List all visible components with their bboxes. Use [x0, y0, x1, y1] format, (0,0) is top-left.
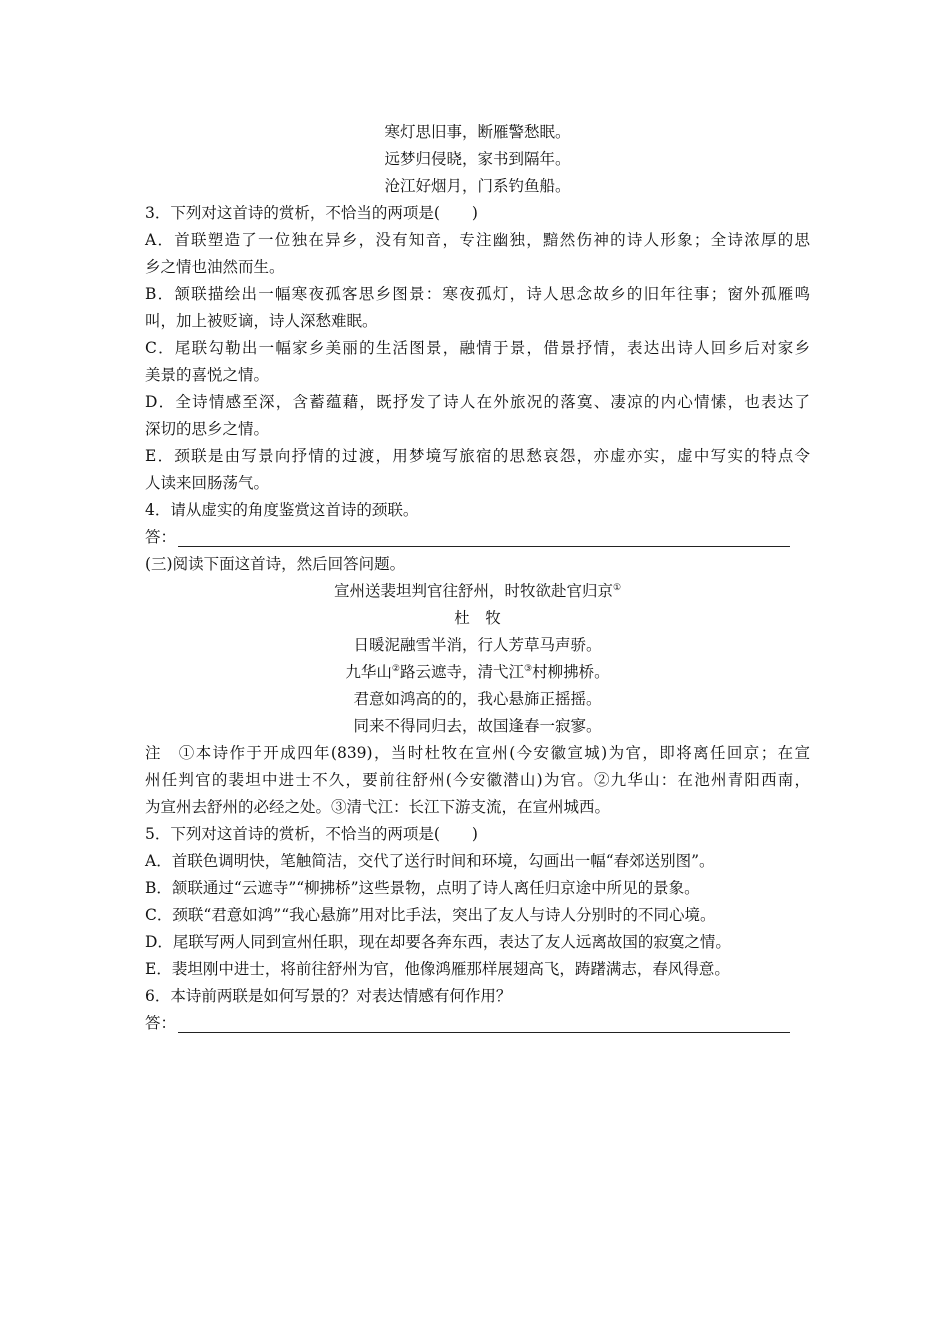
footnote-mark: ③: [524, 664, 533, 674]
q5-option-c: C．颈联“君意如鸿”“我心悬旆”用对比手法，突出了友人与诗人分别时的不同心境。: [145, 906, 716, 924]
q4-answer-line[interactable]: [145, 524, 810, 551]
poem-title: 宣州送裴坦判官往舒州，时牧欲赴官归京①: [333, 582, 622, 600]
poem-line: 同来不得同归去，故国逢春一寂寥。: [353, 717, 602, 735]
answer-blank[interactable]: [178, 526, 790, 547]
q3-option-e-cont: 人读来回肠荡气。: [145, 474, 270, 492]
section-3-heading: (三)阅读下面这首诗，然后回答问题。: [145, 555, 406, 573]
question-3-stem: 3．下列对这首诗的赏析，不恰当的两项是( ): [145, 204, 478, 222]
q5-option-e: E．裴坦刚中进士，将前往舒州为官，他像鸿雁那样展翅高飞，踌躇满志，春风得意。: [145, 960, 730, 978]
note-line: 为宣州去舒州的必经之处。③清弋江：长江下游支流，在宣州城西。: [145, 798, 611, 816]
q5-option-b: B．颔联通过“云遮寺”“柳拂桥”这些景物，点明了诗人离任归京途中所见的景象。: [145, 879, 700, 897]
q6-answer-line[interactable]: [145, 1010, 810, 1037]
note-line: 州任判官的裴坦中进士不久，要前往舒州(今安徽潜山)为官。②九华山：在池州青阳西南，: [145, 771, 810, 789]
answer-blank[interactable]: [178, 1012, 790, 1033]
footnote-mark: ②: [391, 664, 400, 674]
poem-line: 远梦归侵晓，家书到隔年。: [384, 150, 571, 168]
q3-option-c-cont: 美景的喜悦之情。: [145, 366, 270, 384]
note-line: 注 ①本诗作于开成四年(839)，当时杜牧在宣州(今安徽宣城)为官，即将离任回京；在宣: [145, 744, 810, 762]
question-5-stem: 5．下列对这首诗的赏析，不恰当的两项是( ): [145, 825, 478, 843]
q3-option-a-cont: 乡之情也油然而生。: [145, 258, 285, 276]
poem-line: 日暖泥融雪半消，行人芳草马声骄。: [353, 636, 602, 654]
poem-line: 九华山②路云遮寺，清弋江③村柳拂桥。: [345, 663, 610, 681]
q3-option-b-cont: 叫，加上被贬谪，诗人深愁难眠。: [145, 312, 378, 330]
poem-line: 君意如鸿高的的，我心悬旆正摇摇。: [353, 690, 602, 708]
answer-label: 答：: [145, 528, 177, 546]
question-6-stem: 6．本诗前两联是如何写景的？对表达情感有何作用？: [145, 987, 512, 1005]
poem-author: 杜 牧: [454, 609, 501, 627]
footnote-mark: ①: [612, 583, 622, 593]
q5-option-a: A．首联色调明快，笔触简洁，交代了送行时间和环境，勾画出一幅“春郊送别图”。: [145, 852, 715, 870]
question-4-stem: 4．请从虚实的角度鉴赏这首诗的颈联。: [145, 501, 419, 519]
answer-label: 答：: [145, 1014, 177, 1032]
document-body: [145, 119, 810, 1037]
poem-line: 沧江好烟月，门系钓鱼船。: [384, 177, 571, 195]
poem-line: 寒灯思旧事，断雁警愁眠。: [384, 123, 571, 141]
q3-option-d-cont: 深切的思乡之情。: [145, 420, 270, 438]
q5-option-d: D．尾联写两人同到宣州任职，现在却要各奔东西，表达了友人远离故国的寂寞之情。: [145, 933, 731, 951]
q3-option-e: E．颈联是由写景向抒情的过渡，用梦境写旅宿的思愁哀怨，亦虚亦实，虚中写实的特点令: [145, 447, 810, 465]
q3-option-d: D．全诗情感至深，含蓄蕴藉，既抒发了诗人在外旅况的落寞、凄凉的内心情愫，也表达了: [145, 393, 810, 411]
q3-option-a: A．首联塑造了一位独在异乡，没有知音，专注幽独，黯然伤神的诗人形象；全诗浓厚的思: [145, 231, 810, 249]
q3-option-c: C．尾联勾勒出一幅家乡美丽的生活图景，融情于景，借景抒情，表达出诗人回乡后对家乡: [145, 339, 810, 357]
q3-option-b: B．颔联描绘出一幅寒夜孤客思乡图景：寒夜孤灯，诗人思念故乡的旧年往事；窗外孤雁鸣: [145, 285, 810, 303]
